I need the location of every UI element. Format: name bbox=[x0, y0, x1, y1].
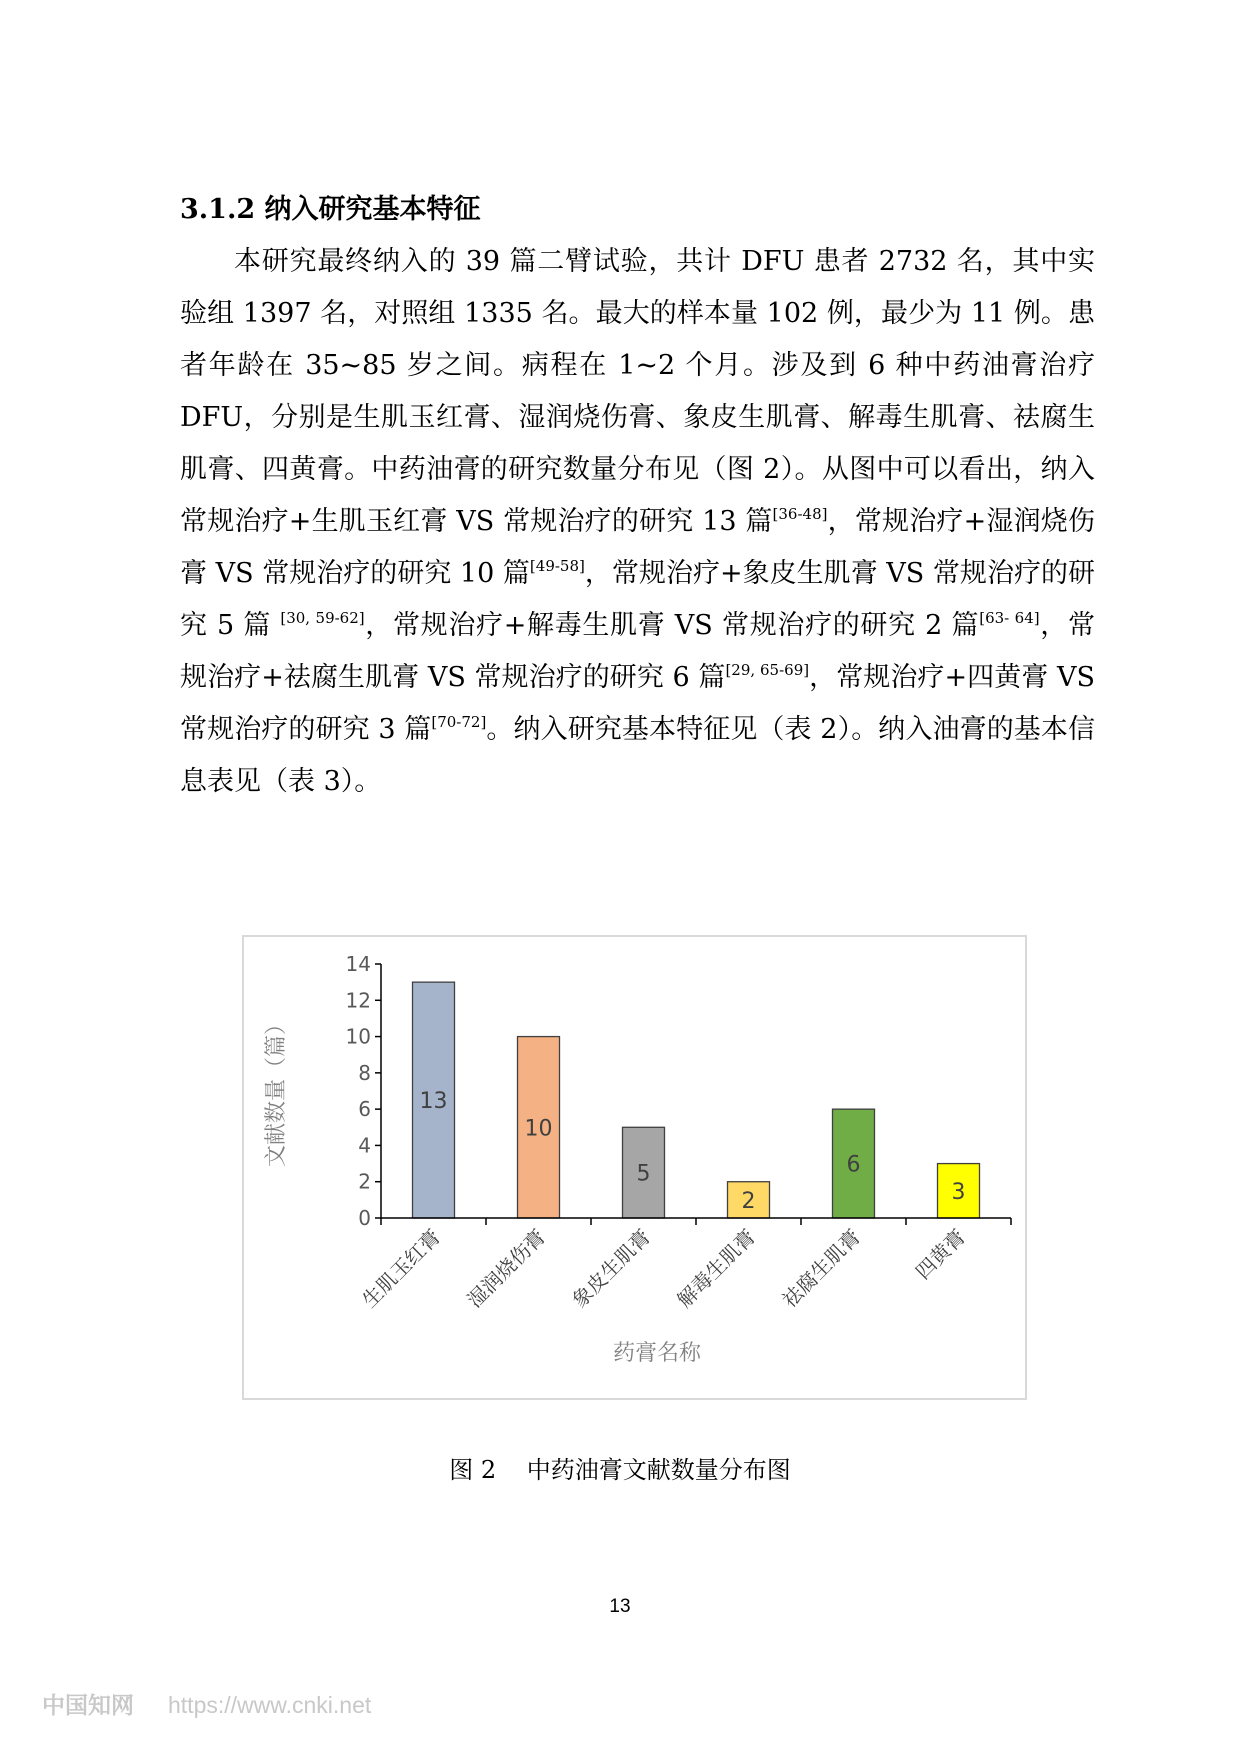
y-tick-label: 0 bbox=[358, 1206, 371, 1230]
watermark bbox=[42, 1687, 371, 1720]
text-segment: 。纳入研究基本特征见（表 2）。纳入油膏的基本信息表见（表 3）。 bbox=[180, 714, 1095, 797]
watermark-logo: 中国知网 bbox=[42, 1693, 134, 1719]
text-segment: ，常规治疗+四黄膏 VS 常规治疗的研究 3 篇 bbox=[180, 662, 1095, 745]
text-segment: ，常规治疗+祛腐生肌膏 VS 常规治疗的研究 6 篇 bbox=[180, 610, 1095, 693]
y-tick-label: 8 bbox=[358, 1060, 371, 1085]
data-label: 10 bbox=[524, 1116, 553, 1142]
data-label: 6 bbox=[846, 1152, 861, 1178]
y-tick-label: 4 bbox=[358, 1133, 371, 1158]
text-segment: 本研究最终纳入的 39 篇二臂试验，共计 DFU 患者 2732 名，其中实验组 1397 名，对照组 1335 名。最大的样本量 102 例，最少为 11 例。患者年龄在 35~85 岁之间。病程在 1~2 个月。涉及到 6 种中药油膏治疗 DFU，分别是生肌玉红膏、湿润烧伤膏、象皮生肌膏、解毒生肌膏、祛腐生肌膏、四黄膏。中药油膏的研究数量分布见（图 2）。从图中可以看出，纳入常规治疗+生肌玉红膏 VS 常规治疗的研究 13 篇 bbox=[180, 246, 1095, 537]
data-label: 5 bbox=[636, 1161, 651, 1187]
x-tick-label: 祛腐生肌膏 bbox=[777, 1224, 866, 1313]
figure-caption: 图 2 中药油膏文献数量分布图 bbox=[449, 1456, 791, 1484]
data-label: 3 bbox=[951, 1179, 966, 1205]
data-label: 13 bbox=[419, 1089, 448, 1115]
y-tick-label: 2 bbox=[358, 1169, 371, 1194]
y-tick-label: 6 bbox=[358, 1097, 371, 1122]
y-tick-label: 12 bbox=[345, 988, 371, 1013]
y-tick-label: 14 bbox=[345, 952, 371, 976]
x-tick-label: 象皮生肌膏 bbox=[567, 1224, 656, 1313]
x-tick-label: 解毒生肌膏 bbox=[672, 1224, 761, 1313]
citation: [63- 64] bbox=[979, 609, 1040, 627]
citation: [70-72] bbox=[431, 713, 487, 731]
citation: [30, 59-62] bbox=[280, 609, 365, 627]
body-paragraph bbox=[180, 236, 1095, 808]
text-segment: ，常规治疗+解毒生肌膏 VS 常规治疗的研究 2 篇 bbox=[364, 610, 980, 641]
watermark-url: https://www.cnki.net bbox=[168, 1692, 372, 1718]
data-label: 2 bbox=[741, 1188, 756, 1214]
page-number: 13 bbox=[609, 1596, 631, 1617]
x-tick-label: 湿润烧伤膏 bbox=[462, 1224, 551, 1313]
citation: [49-58] bbox=[529, 557, 585, 575]
text-segment: ，常规治疗+湿润烧伤膏 VS 常规治疗的研究 10 篇 bbox=[180, 506, 1096, 589]
citation: [36-48] bbox=[772, 505, 828, 523]
x-tick-label: 四黄膏 bbox=[910, 1224, 971, 1284]
y-tick-label: 10 bbox=[345, 1024, 371, 1049]
citation: [29, 65-69] bbox=[725, 661, 810, 679]
x-axis-title: 药膏名称 bbox=[612, 1341, 702, 1366]
y-axis-title: 文献数量（篇） bbox=[264, 1012, 289, 1168]
chart-frame bbox=[242, 935, 1027, 1400]
bar-chart bbox=[244, 937, 1025, 1398]
text-segment: ，常规治疗+象皮生肌膏 VS 常规治疗的研究 5 篇 bbox=[180, 558, 1095, 641]
x-tick-label: 生肌玉红膏 bbox=[357, 1224, 446, 1313]
section-heading: 3.1.2 纳入研究基本特征 bbox=[180, 194, 481, 225]
